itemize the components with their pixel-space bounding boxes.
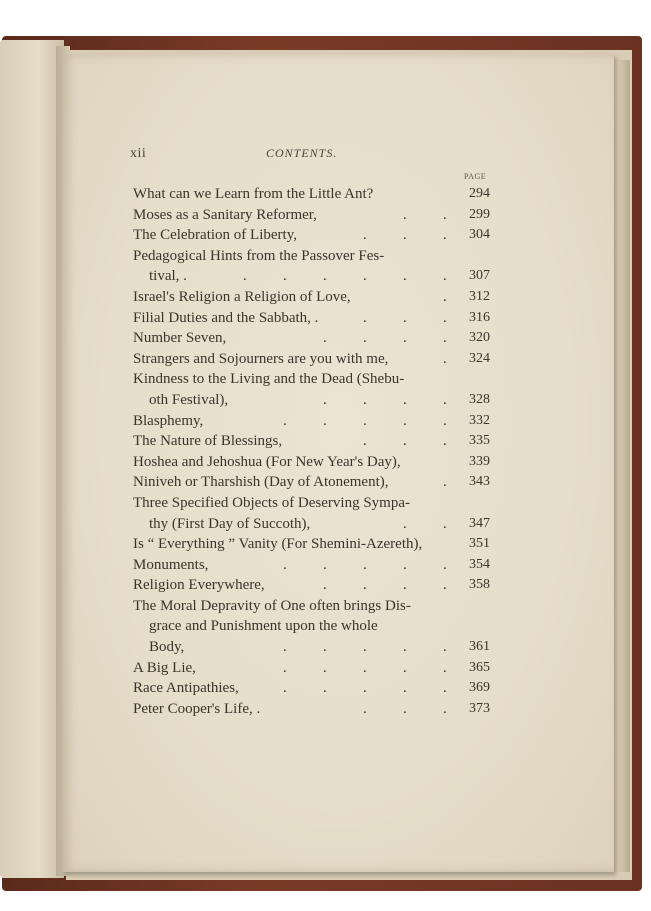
running-head (130, 146, 448, 166)
toc-page-number: 365 (469, 659, 490, 675)
leader-dot: . (363, 700, 367, 717)
toc-entry (133, 596, 493, 658)
leader-dot: . (363, 391, 367, 408)
leader-dot: . (363, 412, 367, 429)
toc-entry-line (133, 555, 493, 576)
toc-entry-line (133, 390, 493, 411)
toc-entry (133, 575, 493, 596)
toc-entry-title: Moses as a Sanitary Reformer, (133, 206, 317, 223)
leader-dot: . (363, 268, 367, 285)
leader-dot: . (403, 556, 407, 573)
toc-page-number: 335 (469, 433, 490, 449)
toc-page-number: 339 (469, 453, 490, 469)
toc-page-number: 343 (469, 474, 490, 490)
toc-entry-line (133, 246, 493, 267)
toc-entry (133, 225, 493, 246)
leader-dot: . (323, 412, 327, 429)
toc-entry-line (133, 575, 493, 596)
toc-page-number: 347 (469, 515, 490, 531)
leader-dot: . (443, 515, 447, 532)
toc-entry-title: The Nature of Blessings, (133, 433, 283, 450)
leader-dot: . (443, 577, 447, 594)
toc-entry (133, 678, 493, 699)
toc-entry-title: Hoshea and Jehoshua (For New Year's Day), (133, 453, 401, 470)
toc-entry-line (133, 452, 493, 473)
leader-dot: . (363, 556, 367, 573)
leader-dot: . (443, 412, 447, 429)
toc-entry-line (133, 514, 493, 535)
leader-dot: . (443, 659, 447, 676)
toc-entry-line (133, 472, 493, 493)
leader-dot: . (323, 391, 327, 408)
leader-dot: . (363, 309, 367, 326)
leader-dot: . (363, 433, 367, 450)
leader-dot: . (403, 412, 407, 429)
toc-entry (133, 369, 493, 410)
leader-dot: . (283, 659, 287, 676)
leader-dot: . (363, 227, 367, 244)
toc-page-number: 351 (469, 536, 490, 552)
leader-dot: . (243, 268, 247, 285)
toc-page-number: 332 (469, 412, 490, 428)
facing-page (0, 40, 64, 878)
toc-entry (133, 349, 493, 370)
toc-entry (133, 287, 493, 308)
leader-dot: . (443, 309, 447, 326)
toc-entry-title: Filial Duties and the Sabbath, . (133, 309, 319, 326)
toc-entry (133, 328, 493, 349)
toc-entry (133, 534, 493, 555)
toc-entry-title: Race Antipathies, (133, 680, 239, 697)
toc-page-number: 328 (469, 391, 490, 407)
leader-dot: . (443, 639, 447, 656)
toc-entry-title: grace and Punishment upon the whole (149, 618, 378, 635)
leader-dot: . (363, 659, 367, 676)
toc-page-number: 304 (469, 227, 490, 243)
toc-entry-title: oth Festival), (149, 391, 229, 408)
leader-dot: . (403, 639, 407, 656)
leader-dot: . (443, 350, 447, 367)
leader-dot: . (403, 700, 407, 717)
toc-entry-line (133, 616, 493, 637)
toc-page-number: 316 (469, 309, 490, 325)
leader-dot: . (443, 433, 447, 450)
toc-entry-line (133, 308, 493, 329)
toc-entry-title: Body, (149, 639, 185, 656)
toc-page-number: 369 (469, 680, 490, 696)
leader-dot: . (443, 268, 447, 285)
toc-entry-title: What can we Learn from the Little Ant? (133, 186, 374, 202)
toc-entry-title: tival, . (149, 268, 187, 285)
toc-entry-title: Number Seven, (133, 330, 227, 347)
leader-dot: . (403, 206, 407, 223)
toc-entry-line (133, 411, 493, 432)
toc-entry (133, 411, 493, 432)
leader-dot: . (443, 474, 447, 491)
leader-dot: . (443, 330, 447, 347)
leader-dot: . (323, 268, 327, 285)
toc-entry-line (133, 369, 493, 390)
leader-dot: . (443, 700, 447, 717)
toc-page-number: 299 (469, 206, 490, 222)
leader-dot: . (443, 227, 447, 244)
toc-entry-title: thy (First Day of Succoth), (149, 515, 311, 532)
leader-dot: . (283, 556, 287, 573)
leader-dot: . (403, 515, 407, 532)
leader-dot: . (443, 556, 447, 573)
leader-dot: . (283, 680, 287, 697)
toc-entry-line (133, 431, 493, 452)
toc-page-number: 320 (469, 330, 490, 346)
toc-entry (133, 431, 493, 452)
toc-entry-title: Niniveh or Tharshish (Day of Atonement), (133, 474, 389, 491)
leader-dot: . (283, 268, 287, 285)
toc-page-number: 312 (469, 288, 490, 304)
leader-dot: . (443, 206, 447, 223)
toc-page-number: 307 (469, 268, 490, 284)
toc-entry (133, 699, 493, 720)
toc-entry (133, 493, 493, 534)
toc-page-number: 373 (469, 700, 490, 716)
toc-entry-line (133, 493, 493, 514)
toc-entry-title: A Big Lie, (133, 659, 196, 676)
toc-entry-line (133, 678, 493, 699)
toc-entry-line (133, 596, 493, 617)
leader-dot: . (323, 659, 327, 676)
toc-entry-title: The Celebration of Liberty, (133, 227, 297, 244)
leader-dot: . (403, 433, 407, 450)
toc-entry (133, 658, 493, 679)
leader-dot: . (443, 680, 447, 697)
leader-dot: . (403, 577, 407, 594)
toc-entry-line (133, 266, 493, 287)
toc-entry (133, 246, 493, 287)
toc-entry-line (133, 225, 493, 246)
leader-dot: . (403, 268, 407, 285)
leader-dot: . (323, 556, 327, 573)
toc-entry (133, 205, 493, 226)
toc-entry-title: Monuments, (133, 556, 209, 573)
toc-page-number: 294 (469, 186, 490, 201)
leader-dot: . (443, 391, 447, 408)
toc-entry-title: Blasphemy, (133, 412, 204, 429)
toc-page-number: 324 (469, 350, 490, 366)
toc-entry-line (133, 349, 493, 370)
leader-dot: . (363, 330, 367, 347)
toc-page-number: 361 (469, 639, 490, 655)
toc-entry (133, 184, 493, 205)
leader-dot: . (323, 577, 327, 594)
leader-dot: . (323, 330, 327, 347)
toc-entry-line (133, 699, 493, 720)
toc-entry (133, 308, 493, 329)
leader-dot: . (363, 639, 367, 656)
toc-entry (133, 452, 493, 473)
leader-dot: . (403, 309, 407, 326)
leader-dot: . (323, 680, 327, 697)
leader-dot: . (403, 227, 407, 244)
toc-entry-title: Religion Everywhere, (133, 577, 265, 594)
toc-entry-line (133, 328, 493, 349)
leader-dot: . (363, 577, 367, 594)
toc-entry-line (133, 184, 493, 205)
toc-page-number: 354 (469, 556, 490, 572)
toc-entry-title: Kindness to the Living and the Dead (Shebu- (133, 371, 405, 388)
toc-entry (133, 472, 493, 493)
toc-entry-line (133, 287, 493, 308)
toc-entry-title: Pedagogical Hints from the Passover Fes- (133, 247, 385, 264)
leader-dot: . (403, 680, 407, 697)
leader-dot: . (323, 639, 327, 656)
toc-entry-line (133, 534, 493, 555)
page-title: CONTENTS. (266, 146, 338, 160)
page-folio: xii (130, 146, 147, 161)
toc-entry-title: Three Specified Objects of Deserving Sympa- (133, 494, 410, 511)
leader-dot: . (283, 639, 287, 656)
toc-page-number: 358 (469, 577, 490, 593)
leader-dot: . (403, 330, 407, 347)
leader-dot: . (363, 680, 367, 697)
leader-dot: . (403, 391, 407, 408)
leader-dot: . (403, 659, 407, 676)
toc-entry-title: Peter Cooper's Life, . (133, 700, 261, 717)
toc-entry-title: Israel's Religion a Religion of Love, (133, 288, 351, 305)
table-of-contents (133, 184, 493, 719)
toc-entry-line (133, 637, 493, 658)
toc-entry-line (133, 205, 493, 226)
toc-entry-title: Is “ Everything ” Vanity (For Shemini-Azereth), (133, 536, 423, 553)
toc-entry-title: The Moral Depravity of One often brings Dis- (133, 597, 411, 614)
toc-entry-line (133, 658, 493, 679)
page-column-header: PAGE (464, 172, 487, 181)
leader-dot: . (443, 288, 447, 305)
toc-entry-title: Strangers and Sojourners are you with me, (133, 350, 389, 367)
toc-entry (133, 555, 493, 576)
leader-dot: . (283, 412, 287, 429)
